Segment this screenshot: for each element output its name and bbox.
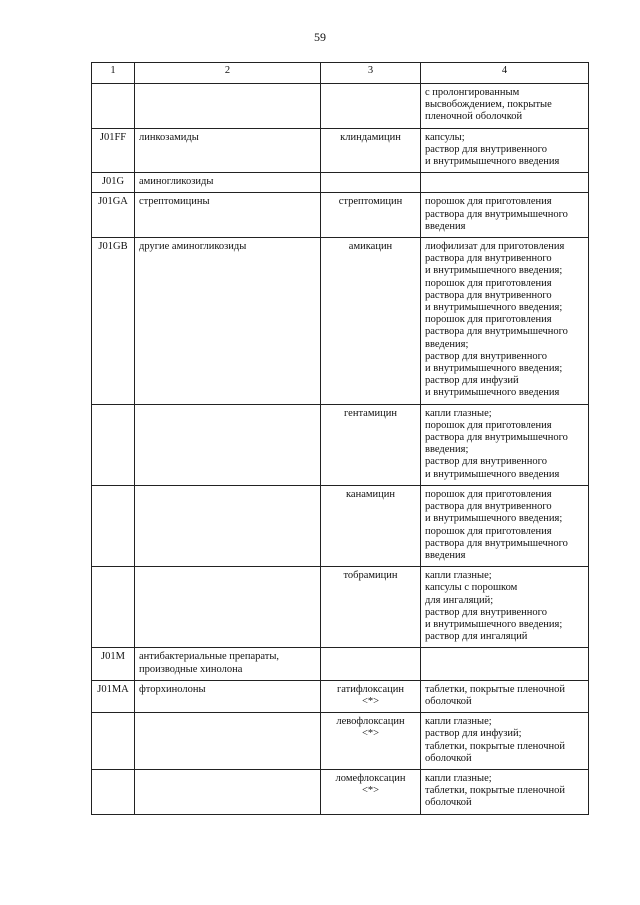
dosage-form-line: введения (425, 220, 466, 232)
dosage-form-line: высвобождением, покрытые (425, 99, 552, 111)
dosage-form-line: капсулы; (425, 131, 465, 143)
atc-code-cell (92, 567, 135, 648)
header-row (92, 63, 589, 84)
group-name-cell (135, 769, 321, 814)
dosage-form-line: таблетки, покрытые пленочной (425, 785, 566, 797)
dosage-form-line: таблетки, покрытые пленочной (425, 683, 566, 695)
dosage-form-line: раствора для внутривенного (425, 253, 552, 265)
group-name-cell (135, 485, 321, 566)
dosage-form-line: и внутримышечного введения (425, 468, 560, 480)
atc-code-cell: J01GA (92, 193, 135, 238)
drug-name-cell (321, 769, 421, 814)
dosage-form-line: порошок для приготовления (425, 419, 552, 431)
dosage-form-line: для ингаляций; (425, 594, 494, 606)
group-name-line: стрептомицины (139, 196, 210, 208)
dosage-form-line: порошок для приготовления (425, 277, 552, 289)
group-name-cell (135, 193, 321, 238)
dosage-form-line: и внутримышечного введения; (425, 363, 563, 375)
atc-code-cell (92, 485, 135, 566)
dosage-form-line: раствора для внутривенного (425, 501, 552, 513)
dosage-form-line: пленочной оболочкой (425, 111, 523, 123)
atc-code-cell: J01MA (92, 680, 135, 712)
dosage-forms-cell (421, 680, 589, 712)
drug-name-line: канамицин (345, 488, 395, 500)
dosage-form-line: капли глазные; (425, 716, 492, 728)
group-name-line: фторхинолоны (139, 683, 206, 695)
drug-name-line: <*> (361, 785, 380, 797)
table-body (92, 84, 589, 815)
group-name-cell (135, 173, 321, 193)
table-row (92, 84, 589, 129)
table-row (92, 485, 589, 566)
dosage-forms-cell (421, 713, 589, 770)
drug-name-cell (321, 404, 421, 485)
group-name-cell (135, 567, 321, 648)
dosage-form-line: введения; (425, 338, 469, 350)
dosage-form-line: оболочкой (425, 797, 472, 809)
table-row (92, 238, 589, 405)
dosage-forms-cell (421, 238, 589, 405)
drug-name-line: гентамицин (344, 407, 397, 419)
dosage-forms-cell (421, 173, 589, 193)
atc-code-cell: J01GB (92, 238, 135, 405)
drug-name-line: стрептомицин (338, 196, 403, 208)
drug-name-line: тобрамицин (343, 570, 398, 582)
column-header: 4 (421, 63, 589, 84)
group-name-line: производные хинолона (139, 663, 243, 675)
drug-name-line: клиндамицин (340, 131, 401, 143)
drug-name-cell (321, 713, 421, 770)
dosage-forms-cell (421, 567, 589, 648)
drug-name-line: <*> (361, 728, 380, 740)
dosage-form-line: раствор для внутривенного (425, 606, 547, 618)
drug-name-cell (321, 567, 421, 648)
dosage-forms-cell (421, 84, 589, 129)
atc-code-cell (92, 769, 135, 814)
dosage-form-line: и внутримышечного введения (425, 156, 560, 168)
dosage-form-line: таблетки, покрытые пленочной (425, 740, 566, 752)
medication-table (91, 62, 589, 815)
dosage-forms-cell (421, 193, 589, 238)
dosage-form-line: раствор для инфузий (425, 375, 519, 387)
column-header: 3 (321, 63, 421, 84)
column-header: 1 (92, 63, 135, 84)
group-name-cell (135, 128, 321, 173)
dosage-form-line: капсулы с порошком (425, 582, 518, 594)
dosage-form-line: раствор для инфузий; (425, 728, 522, 740)
dosage-form-line: раствора для внутривенного (425, 289, 552, 301)
page-number: 59 (314, 30, 326, 44)
dosage-form-line: и внутримышечного введения; (425, 513, 563, 525)
group-name-cell (135, 648, 321, 680)
group-name-line: антибактериальные препараты, (139, 651, 280, 663)
table-row (92, 193, 589, 238)
drug-name-cell (321, 238, 421, 405)
group-name-cell (135, 713, 321, 770)
group-name-cell (135, 404, 321, 485)
dosage-form-line: раствора для внутримышечного (425, 537, 568, 549)
dosage-form-line: оболочкой (425, 752, 472, 764)
atc-code-cell (92, 404, 135, 485)
dosage-form-line: оболочкой (425, 695, 472, 707)
drug-name-line: амикацин (348, 241, 393, 253)
dosage-forms-cell (421, 128, 589, 173)
dosage-forms-cell (421, 769, 589, 814)
dosage-form-line: раствора для внутримышечного (425, 326, 568, 338)
table-row (92, 713, 589, 770)
table-row (92, 404, 589, 485)
dosage-form-line: порошок для приготовления (425, 314, 552, 326)
group-name-line: аминогликозиды (139, 176, 214, 188)
dosage-form-line: раствор для внутривенного (425, 143, 547, 155)
group-name-line: линкозамиды (139, 131, 199, 143)
atc-code-cell: J01FF (92, 128, 135, 173)
dosage-forms-cell (421, 485, 589, 566)
group-name-line: другие аминогликозиды (139, 241, 247, 253)
drug-name-line: левофлоксацин (336, 716, 405, 728)
table-row (92, 648, 589, 680)
column-header: 2 (135, 63, 321, 84)
drug-name-cell (321, 84, 421, 129)
drug-name-cell (321, 193, 421, 238)
drug-name-cell (321, 485, 421, 566)
dosage-form-line: капли глазные; (425, 570, 492, 582)
dosage-form-line: порошок для приготовления (425, 488, 552, 500)
dosage-form-line: лиофилизат для приготовления (425, 241, 565, 253)
drug-name-cell (321, 173, 421, 193)
dosage-forms-cell (421, 648, 589, 680)
dosage-form-line: и внутримышечного введения; (425, 618, 563, 630)
dosage-form-line: с пролонгированным (425, 87, 520, 98)
dosage-form-line: капли глазные; (425, 407, 492, 419)
atc-code-cell: J01M (92, 648, 135, 680)
drug-name-cell (321, 680, 421, 712)
dosage-form-line: раствор для ингаляций (425, 631, 528, 643)
dosage-form-line: раствора для внутримышечного (425, 432, 568, 444)
group-name-cell (135, 84, 321, 129)
dosage-forms-cell (421, 404, 589, 485)
dosage-form-line: и внутримышечного введения; (425, 265, 563, 277)
atc-code-cell: J01G (92, 173, 135, 193)
dosage-form-line: порошок для приготовления (425, 196, 552, 208)
drug-name-line: ломефлоксацин (335, 772, 406, 784)
atc-code-cell (92, 713, 135, 770)
dosage-form-line: порошок для приготовления (425, 525, 552, 537)
dosage-form-line: раствор для внутривенного (425, 350, 547, 362)
drug-name-cell (321, 128, 421, 173)
dosage-form-line: раствора для внутримышечного (425, 208, 568, 220)
dosage-form-line: капли глазные; (425, 772, 492, 784)
dosage-form-line: и внутримышечного введения; (425, 302, 563, 314)
dosage-form-line: введения (425, 549, 466, 561)
dosage-form-line: раствор для внутривенного (425, 456, 547, 468)
drug-name-line: <*> (361, 695, 380, 707)
table-row (92, 769, 589, 814)
group-name-cell (135, 680, 321, 712)
atc-code-cell (92, 84, 135, 129)
dosage-form-line: и внутримышечного введения (425, 387, 560, 399)
dosage-form-line: введения; (425, 444, 469, 456)
table-row (92, 173, 589, 193)
table-row (92, 128, 589, 173)
table-row (92, 567, 589, 648)
group-name-cell (135, 238, 321, 405)
drug-name-cell (321, 648, 421, 680)
drug-name-line: гатифлоксацин (336, 683, 405, 695)
table-row (92, 680, 589, 712)
